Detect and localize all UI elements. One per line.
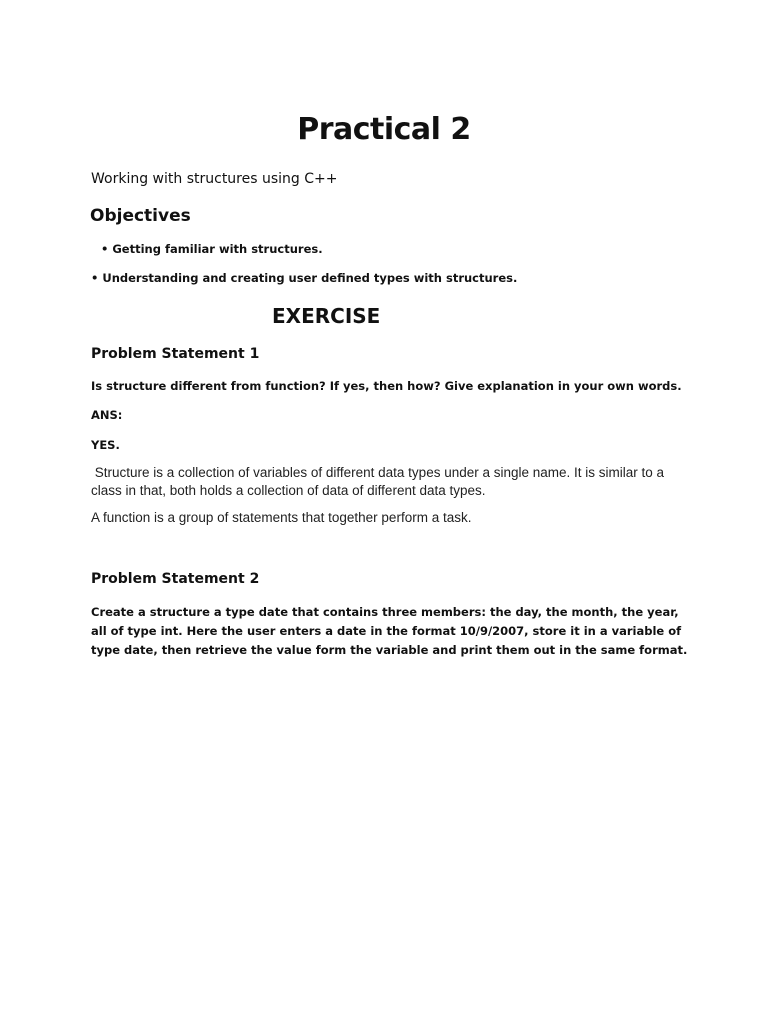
subtitle: Working with structures using C++ xyxy=(91,171,338,187)
objectives-heading: Objectives xyxy=(90,206,191,226)
page-title: Practical 2 xyxy=(297,112,471,147)
answer-paragraph-2: A function is a group of statements that together perform a task. xyxy=(91,510,472,525)
objective-item: • Getting familiar with structures. xyxy=(101,242,323,256)
answer-label: ANS: xyxy=(91,408,123,422)
problem-1-question: Is structure different from function? If yes, then how? Give explanation in your own words. xyxy=(91,379,682,393)
answer-yes: YES. xyxy=(91,438,120,452)
problem-1-heading: Problem Statement 1 xyxy=(91,346,260,362)
objective-item: • Understanding and creating user defined types with structures. xyxy=(91,271,518,285)
exercise-heading: EXERCISE xyxy=(272,304,381,328)
problem-2-heading: Problem Statement 2 xyxy=(91,571,260,587)
answer-paragraph-1: Structure is a collection of variables of different data types under a single name. It is similar to a class in that, both holds a collection of data of different data types. xyxy=(91,465,668,498)
problem-2-body: Create a structure a type date that contains three members: the day, the month, the year, all of type int. Here the user enters a date in the format 10/9/2007, store it in a variable of type date, then retrieve the value form the variable and print them out in the same format. xyxy=(91,605,688,657)
